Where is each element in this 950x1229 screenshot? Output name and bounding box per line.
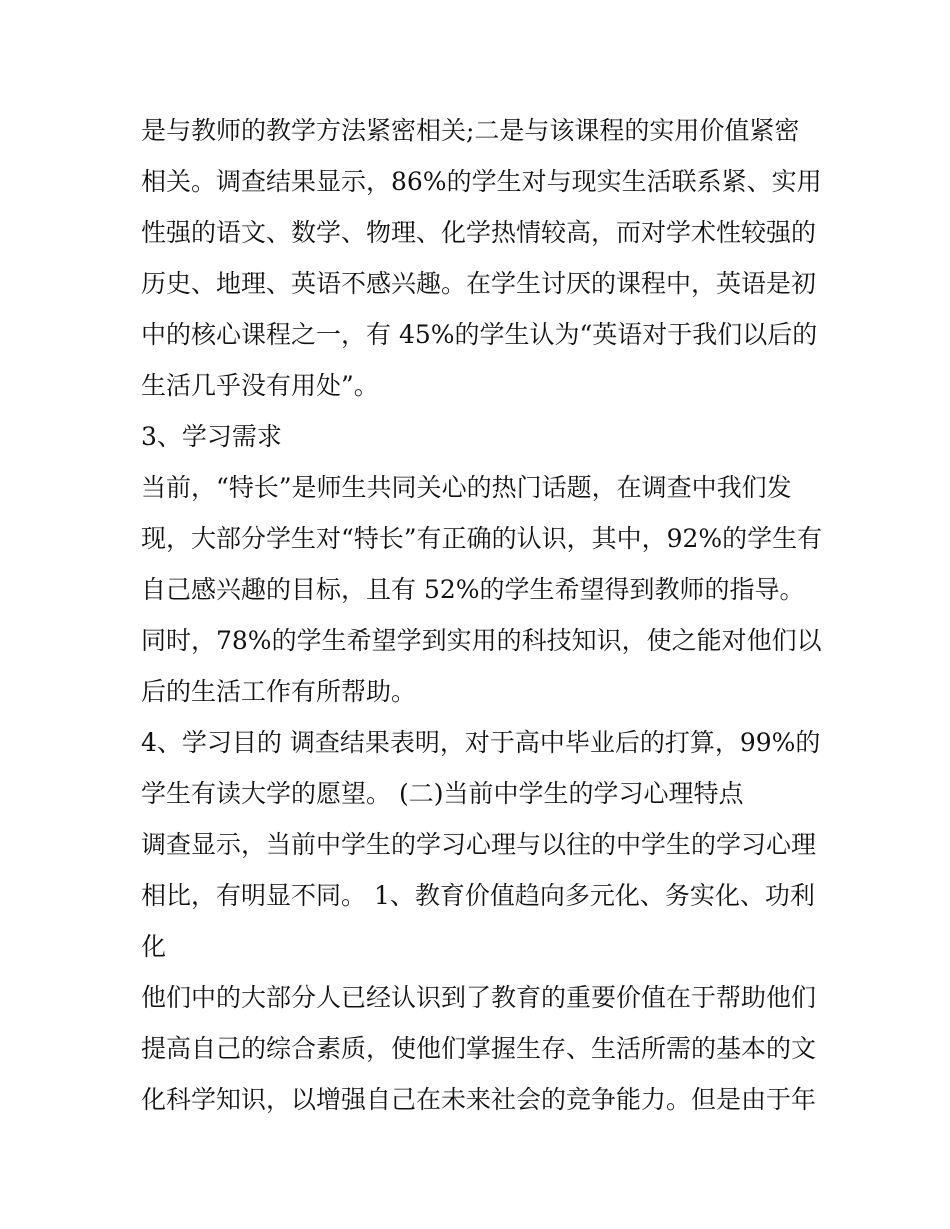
text-line: 化 [141,932,167,961]
section-heading: 4、学习目的 调查结果表明，对于高中毕业后的打算，99%的 [141,728,821,757]
text-line: 提高自己的综合素质，使他们掌握生存、生活所需的基本的文 [141,1034,817,1063]
text-line: 化科学知识，以增强自己在未来社会的竞争能力。但是由于年 [141,1085,817,1114]
text-line: 相关。调查结果显示，86%的学生对与现实生活联系紧、实用 [141,167,822,196]
text-line: 中的核心课程之一，有 45%的学生认为“英语对于我们以后的 [141,320,818,349]
text-line: 学生有读大学的愿望。 (二)当前中学生的学习心理特点 [141,779,744,808]
text-line: 相比，有明显不同。 1、教育价值趋向多元化、务实化、功利 [141,881,815,910]
text-line: 自己感兴趣的目标，且有 52%的学生希望得到教师的指导。 [141,575,805,604]
text-line: 是与教师的教学方法紧密相关;二是与该课程的实用价值紧密 [141,116,800,145]
text-line: 当前，“特长”是师生共同关心的热门话题，在调查中我们发 [141,473,792,502]
text-line: 生活几乎没有用处”。 [141,371,379,400]
text-line: 同时，78%的学生希望学到实用的科技知识，使之能对他们以 [141,626,822,655]
text-line: 现，大部分学生对“特长”有正确的认识，其中，92%的学生有 [141,524,823,553]
text-line: 历史、地理、英语不感兴趣。在学生讨厌的课程中，英语是初 [141,269,817,298]
text-line: 后的生活工作有所帮助。 [141,677,417,706]
text-line: 性强的语文、数学、物理、化学热情较高，而对学术性较强的 [141,218,817,247]
document-body [141,105,821,1125]
text-line: 他们中的大部分人已经认识到了教育的重要价值在于帮助他们 [141,983,817,1012]
text-line: 调查显示，当前中学生的学习心理与以往的中学生的学习心理 [141,830,817,859]
section-heading: 3、学习需求 [141,422,282,451]
